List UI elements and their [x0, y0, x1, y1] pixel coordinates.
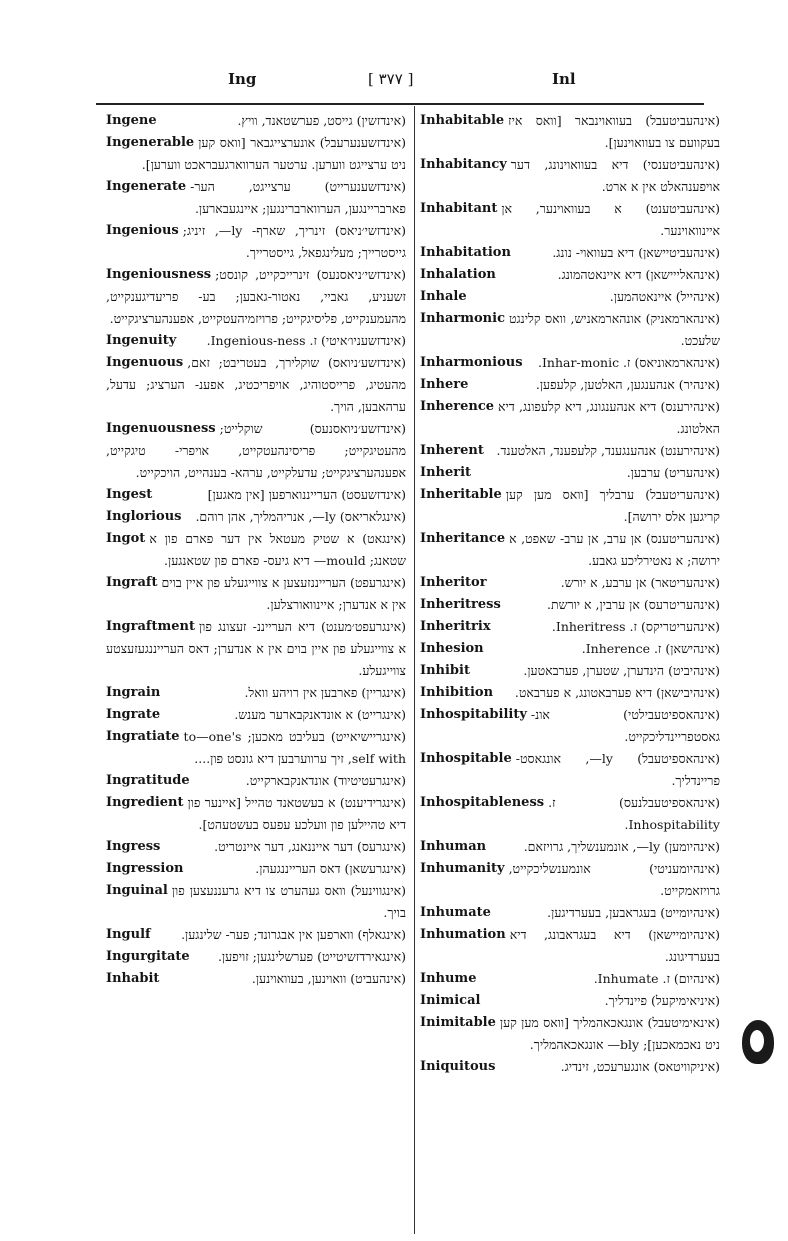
dictionary-entry	[420, 968, 720, 990]
entry-transliteration: (אינהאספיטעבילטי)	[623, 707, 720, 722]
entry-transliteration: (אינגרעפט׳מענט)	[320, 619, 406, 634]
dictionary-entry	[420, 682, 720, 704]
dictionary-entry	[106, 418, 406, 484]
entry-headword: Ingression	[106, 861, 184, 876]
dictionary-entry	[420, 352, 720, 374]
entry-headword: Ingredient	[106, 795, 184, 810]
entry-definition: דאס הערייננגעהן.	[255, 861, 341, 876]
entry-definition: דיא פערבאטונג, א פערבאט.	[514, 685, 653, 700]
left-column	[106, 110, 406, 990]
entry-definition: זינריך, שארף- ly—, זיניג; גייסטרייך; מעלינגפאל, גייסטרייך.	[182, 223, 406, 260]
entry-definition: אנהענגען, האלטען, קלעפען.	[535, 377, 675, 392]
entry-headword: Inhumate	[420, 905, 491, 920]
entry-transliteration: (איניאימיקעל)	[651, 993, 720, 1008]
entry-headword: Inheritrix	[420, 619, 491, 634]
entry-headword: Ingrain	[106, 685, 161, 700]
entry-headword: Inheritance	[420, 531, 506, 546]
entry-definition: א בעשטאנד טהייל [איינער פון דיא טהיילען פון וועלכע עפעס בעשטעהט].	[187, 795, 406, 832]
dictionary-entry	[106, 682, 406, 704]
entry-headword: Ingot	[106, 531, 146, 546]
entry-definition: דיא בעגראבונג, דיא בעערדיגונג.	[509, 927, 720, 964]
entry-transliteration: (אינהירענט)	[660, 443, 720, 458]
entry-headword: Ingenerate	[106, 179, 187, 194]
entry-headword: Inhabitancy	[420, 157, 507, 172]
entry-transliteration: (אינהיום)	[673, 971, 720, 986]
entry-definition: ז. Ingenious-ness.	[206, 333, 317, 348]
dictionary-entry	[106, 506, 406, 528]
entry-transliteration: (אינהיומייט)	[660, 905, 720, 920]
entry-transliteration: (אינגרעשאן)	[344, 861, 406, 876]
dictionary-entry	[106, 176, 406, 220]
entry-definition: אונגערעכט, זינדיג.	[560, 1059, 650, 1074]
entry-transliteration: (אינהאספיטעבל)	[637, 751, 720, 766]
dictionary-entry	[106, 220, 406, 264]
entry-transliteration: (איניקוויטאס)	[653, 1059, 720, 1074]
dictionary-entry	[420, 154, 720, 198]
dictionary-entry	[106, 858, 406, 880]
entry-transliteration: (אינהעביט)	[350, 971, 406, 986]
entry-definition: ז. Inheritress.	[551, 619, 637, 634]
entry-definition: הערייננזעצען א צווייגעלע פון איין בוים אין א אנדערן; איינוואורצלען.	[161, 575, 406, 612]
entry-headword: Inhesion	[420, 641, 484, 656]
dictionary-entry	[420, 1012, 720, 1056]
dictionary-entry	[420, 396, 720, 440]
dictionary-entry	[420, 594, 720, 616]
entry-definition: ly—, אונמענשליך, גרויזאם.	[523, 839, 661, 854]
entry-definition: אונ- גאסטפריינדליכקייט.	[530, 707, 720, 744]
page-edge-mark	[742, 1020, 774, 1064]
dictionary-entry	[106, 528, 406, 572]
entry-headword: Ingenerable	[106, 135, 195, 150]
entry-transliteration: (אינהיר)	[678, 377, 720, 392]
entry-transliteration: (אינגרידיענט)	[339, 795, 406, 810]
entry-definition: פיינדליך.	[604, 993, 648, 1008]
entry-headword: Inheritable	[420, 487, 502, 502]
dictionary-entry	[420, 638, 720, 660]
entry-headword: Inhibition	[420, 685, 494, 700]
dictionary-entry	[106, 352, 406, 418]
entry-definition: אנהענגענד, קלעפענד, האלטענד.	[496, 443, 657, 458]
entry-headword: Inhumation	[420, 927, 506, 942]
entry-definition: אן ערבע, א יורש.	[560, 575, 647, 590]
dictionary-entry	[106, 132, 406, 176]
header-right-guideword: Inl	[552, 70, 576, 88]
entry-definition: וואס געהערט צו דיא גרעננעצען פון בויך.	[171, 883, 406, 920]
entry-transliteration: (אינדזשע׳ניואס)	[327, 355, 406, 370]
column-divider	[414, 106, 415, 1234]
entry-headword: Inimitable	[420, 1015, 496, 1030]
right-column	[420, 110, 720, 1078]
entry-definition: זינרייכקייט, קונסט; זשעניע, גאביי, נאטור-גאבען; בע- פריעדיגענקייט, מהעמענקייט, פליסיגקייט; פרויזמיהעטקייט, אפענהערציגקייט.	[106, 267, 406, 326]
entry-headword: Inhospitable	[420, 751, 512, 766]
entry-transliteration: (אינהיבישאן)	[656, 685, 720, 700]
entry-headword: Inhibit	[420, 663, 470, 678]
entry-definition: פארבען אין רויהע וואל.	[244, 685, 358, 700]
entry-definition: דיא אנהענגונג, דיא קלעפונג, דיא האלטונג.	[498, 399, 720, 436]
dictionary-entry	[420, 110, 720, 154]
entry-definition: אונגאכאהמליך [וואס מען קען ניט נאכמאכען]; bly— אונגאכאהמליך.	[499, 1015, 720, 1052]
dictionary-entry	[420, 528, 720, 572]
entry-transliteration: (אינהעריטענס)	[645, 531, 720, 546]
entry-headword: Ingratitude	[106, 773, 190, 788]
entry-definition: שוקלירך, בעטריבט; זאם, מהעטיג, פרייסטוהיג, אויפריכטיג, אפענ- הערציג; עדעל, ערהאבען, הויך.	[106, 355, 406, 414]
entry-definition: הינדערן, שטערן, פערבאטען.	[523, 663, 665, 678]
entry-transliteration: (אינדזשין)	[356, 113, 406, 128]
entry-headword: Ingest	[106, 487, 153, 502]
dictionary-entry	[420, 748, 720, 792]
entry-transliteration: (אינדזשי׳ניאסנעס)	[316, 267, 406, 282]
dictionary-entry	[420, 990, 720, 1012]
entry-transliteration: (אינהישאן)	[665, 641, 720, 656]
entry-definition: בעליבט מאכען; to—one's self with, זיך ערווערבען דיא גונסט פון....	[183, 729, 406, 766]
entry-headword: Ingrate	[106, 707, 161, 722]
entry-definition: ערצייגט, הער- פארבריינגען, הערווארברינגען; איינגעבארען.	[190, 179, 406, 216]
entry-transliteration: (אינהארמאוניאס)	[634, 355, 720, 370]
dictionary-entry	[106, 330, 406, 352]
entry-transliteration: (אינהיומעניטי)	[649, 861, 720, 876]
entry-headword: Inherence	[420, 399, 495, 414]
entry-definition: אן ערבין, א יורשת.	[547, 597, 640, 612]
entry-headword: Inglorious	[106, 509, 182, 524]
entry-transliteration: (אינדזשע׳ניואסנעס)	[309, 421, 406, 436]
header-rule	[96, 103, 704, 105]
entry-transliteration: (אינהיביט)	[668, 663, 720, 678]
entry-definition: ly—, אונגאסט- פריינדליך.	[515, 751, 720, 788]
entry-definition: א אונדאנקבארער מענש.	[234, 707, 354, 722]
entry-headword: Inharmonic	[420, 311, 505, 326]
entry-definition: פערשלינגען; זויפען.	[217, 949, 314, 964]
dictionary-entry	[106, 726, 406, 770]
dictionary-entry	[106, 264, 406, 330]
entry-transliteration: (אינדזשעסט)	[341, 487, 406, 502]
dictionary-entry	[106, 770, 406, 792]
dictionary-entry	[420, 242, 720, 264]
entry-definition: דיא בעוואוינונג, דער אויפענהאלט אין א ארט.	[510, 157, 720, 194]
entry-headword: Ingeniousness	[106, 267, 212, 282]
entry-definition: ז. Inherence.	[581, 641, 662, 656]
entry-headword: Ingenious	[106, 223, 179, 238]
entry-definition: גייסט, פערשטאנד, וויץ.	[237, 113, 353, 128]
dictionary-entry	[420, 374, 720, 396]
dictionary-entry	[106, 792, 406, 836]
entry-definition: א שטיק מעטאל אין דער פארם פון א שטאנג; mould— דיא גיעס- פארם פון שטאנגען.	[149, 531, 406, 568]
dictionary-entry	[420, 660, 720, 682]
entry-definition: הערייננוארפען [אין מאגען]	[207, 487, 338, 502]
entry-headword: Ingratiate	[106, 729, 180, 744]
entry-transliteration: (אינהיומיישאן)	[648, 927, 720, 942]
entry-transliteration: (אינאימיטעבל)	[647, 1015, 720, 1030]
entry-transliteration: (אינדזשענערייט)	[324, 179, 406, 194]
entry-definition: איינאטהמען.	[609, 289, 672, 304]
dictionary-entry	[420, 440, 720, 462]
entry-headword: Ingraft	[106, 575, 158, 590]
entry-transliteration: (אינדזשי׳ניאס)	[334, 223, 406, 238]
dictionary-entry	[420, 462, 720, 484]
entry-headword: Ingenuous	[106, 355, 184, 370]
entry-transliteration: (אינהעריטאר)	[650, 575, 720, 590]
entry-transliteration: (אינגווינעל)	[350, 883, 406, 898]
entry-headword: Inheritress	[420, 597, 501, 612]
entry-headword: Inheritor	[420, 575, 487, 590]
entry-definition: בעגראבען, בעערדיגען.	[547, 905, 657, 920]
entry-headword: Ingene	[106, 113, 157, 128]
entry-definition: שוקלייט; מהעטיגקייט; פריסינהעטקייט, אויפרי- טיגקייט, אפענהערציגקייט; עדעלקייט, ערהא- בענהייט, הויכקייט.	[106, 421, 406, 480]
entry-definition: ז. Inhar-monic.	[537, 355, 631, 370]
dictionary-entry	[106, 110, 406, 132]
page-number: [ ٣٧٧ ]	[368, 70, 414, 88]
dictionary-entry	[420, 836, 720, 858]
entry-definition: ז. Inhospitability.	[548, 795, 720, 832]
entry-transliteration: (אינהייל)	[675, 289, 720, 304]
entry-transliteration: (אינגלאריאס)	[339, 509, 406, 524]
dictionary-entry	[106, 572, 406, 616]
entry-headword: Inhabitation	[420, 245, 511, 260]
entry-definition: אונדאנקבארקייט.	[245, 773, 330, 788]
entry-transliteration: (אינדזשענערעבל)	[319, 135, 406, 150]
entry-transliteration: (אינהעביטענסי)	[642, 157, 720, 172]
dictionary-entry	[420, 616, 720, 638]
dictionary-entry	[420, 704, 720, 748]
entry-headword: Ingulf	[106, 927, 151, 942]
dictionary-entry	[420, 924, 720, 968]
entry-headword: Ingenuity	[106, 333, 177, 348]
entry-definition: בעוואוינבאר [וואס איז בעקוועם צו בעוואוינען].	[508, 113, 720, 150]
entry-headword: Inhospitability	[420, 707, 527, 722]
dictionary-entry	[420, 858, 720, 902]
entry-definition: אונמענשליכקייט, גרויזאמקייט.	[508, 861, 720, 898]
entry-headword: Inimical	[420, 993, 481, 1008]
entry-transliteration: (אינהעביטיישאן)	[638, 245, 720, 260]
entry-definition: אונהארמאניש, וואס קלינגט שלעכט.	[509, 311, 720, 348]
entry-headword: Ingenuousness	[106, 421, 216, 436]
entry-transliteration: (אינהירענס)	[660, 399, 720, 414]
entry-transliteration: (אינגרעטיטיוד)	[333, 773, 406, 788]
dictionary-entry	[420, 198, 720, 242]
header-left-guideword: Ing	[228, 70, 257, 88]
entry-transliteration: (אינגריין)	[361, 685, 406, 700]
entry-transliteration: (אינהעריט)	[664, 465, 720, 480]
entry-transliteration: (אינגרעפט)	[349, 575, 406, 590]
entry-definition: אן ערב, אן ערב- שאפט, א ירושה; א נאטירליכע גאבע.	[509, 531, 720, 568]
entry-transliteration: (אינגרעס)	[356, 839, 406, 854]
entry-transliteration: (אינהאלייישאן)	[645, 267, 720, 282]
entry-definition: דיא בעוואוי- נונג.	[552, 245, 635, 260]
entry-headword: Inhumanity	[420, 861, 505, 876]
entry-headword: Ingraftment	[106, 619, 195, 634]
entry-headword: Ingurgitate	[106, 949, 190, 964]
entry-headword: Iniquitous	[420, 1059, 496, 1074]
dictionary-entry	[420, 308, 720, 352]
entry-transliteration: (אינהארמאניק)	[645, 311, 720, 326]
entry-transliteration: (אינגריישיאייט)	[330, 729, 406, 744]
entry-definition: דיא איינאטהמונג.	[557, 267, 642, 282]
entry-transliteration: (אינגאלף)	[357, 927, 406, 942]
entry-definition: א בעוואוינער, אן איינוואוינער.	[501, 201, 720, 238]
dictionary-entry	[106, 968, 406, 990]
dictionary-entry	[420, 1056, 720, 1078]
entry-headword: Inhabitant	[420, 201, 498, 216]
entry-definition: דיא הערייננ- זעצונג פון א צווייגעלע פון איין בוים אין א אנדערן; דאס הערייננגעזעצטע צווייגעלע.	[106, 619, 406, 678]
entry-transliteration: (אינהעריטריקס)	[640, 619, 720, 634]
entry-definition: ערבליך [וואס מען קען קריגען אלס ירושה].	[505, 487, 720, 524]
dictionary-entry	[106, 880, 406, 924]
entry-definition: ערבען.	[626, 465, 661, 480]
dictionary-entry	[106, 484, 406, 506]
entry-headword: Inhuman	[420, 839, 487, 854]
entry-headword: Inhale	[420, 289, 467, 304]
entry-transliteration: (אינגאט)	[362, 531, 406, 546]
dictionary-entry	[106, 704, 406, 726]
dictionary-entry	[420, 792, 720, 836]
dictionary-entry	[106, 946, 406, 968]
entry-definition: ly—, אנריהמליך, אהן רוהם.	[195, 509, 336, 524]
dictionary-entry	[420, 572, 720, 594]
entry-definition: ז. Inhumate.	[593, 971, 670, 986]
entry-headword: Inhabitable	[420, 113, 505, 128]
entry-headword: Inhalation	[420, 267, 496, 282]
entry-headword: Inhabit	[106, 971, 160, 986]
entry-headword: Inherent	[420, 443, 484, 458]
entry-headword: Inhere	[420, 377, 469, 392]
dictionary-entry	[106, 836, 406, 858]
entry-headword: Inherit	[420, 465, 472, 480]
entry-transliteration: (אינגרייט)	[357, 707, 406, 722]
entry-transliteration: (אינהעריטעבל)	[645, 487, 720, 502]
dictionary-entry	[106, 924, 406, 946]
dictionary-entry	[420, 264, 720, 286]
entry-headword: Inhume	[420, 971, 477, 986]
entry-transliteration: (אינהעביטעבל)	[645, 113, 720, 128]
entry-transliteration: (אינגאירדזשיטייט)	[317, 949, 406, 964]
entry-headword: Inguinal	[106, 883, 168, 898]
entry-transliteration: (אינהאספיטעבלנעס)	[619, 795, 720, 810]
entry-transliteration: (אינדזשעניו׳איטי)	[320, 333, 406, 348]
entry-definition: ווארפען אין אבגרונד; פער- שלינגען.	[181, 927, 354, 942]
entry-transliteration: (אינהעריטרעס)	[643, 597, 720, 612]
dictionary-entry	[420, 286, 720, 308]
entry-definition: דער אייננאנג, דער איינטריט.	[214, 839, 353, 854]
entry-headword: Inharmonious	[420, 355, 523, 370]
entry-transliteration: (אינהעביטענט)	[645, 201, 720, 216]
dictionary-entry	[420, 484, 720, 528]
entry-transliteration: (אינהיומען)	[664, 839, 720, 854]
dictionary-entry	[106, 616, 406, 682]
entry-definition: וואוינען, בעוואוינען.	[251, 971, 347, 986]
entry-definition: אונערצייגבאר [וואס קען ניט ערצייגט ווערען. ערטער הערווארגעבראכט ווערען].	[141, 135, 406, 172]
dictionary-entry	[420, 902, 720, 924]
entry-headword: Inhospitableness	[420, 795, 545, 810]
entry-headword: Ingress	[106, 839, 161, 854]
